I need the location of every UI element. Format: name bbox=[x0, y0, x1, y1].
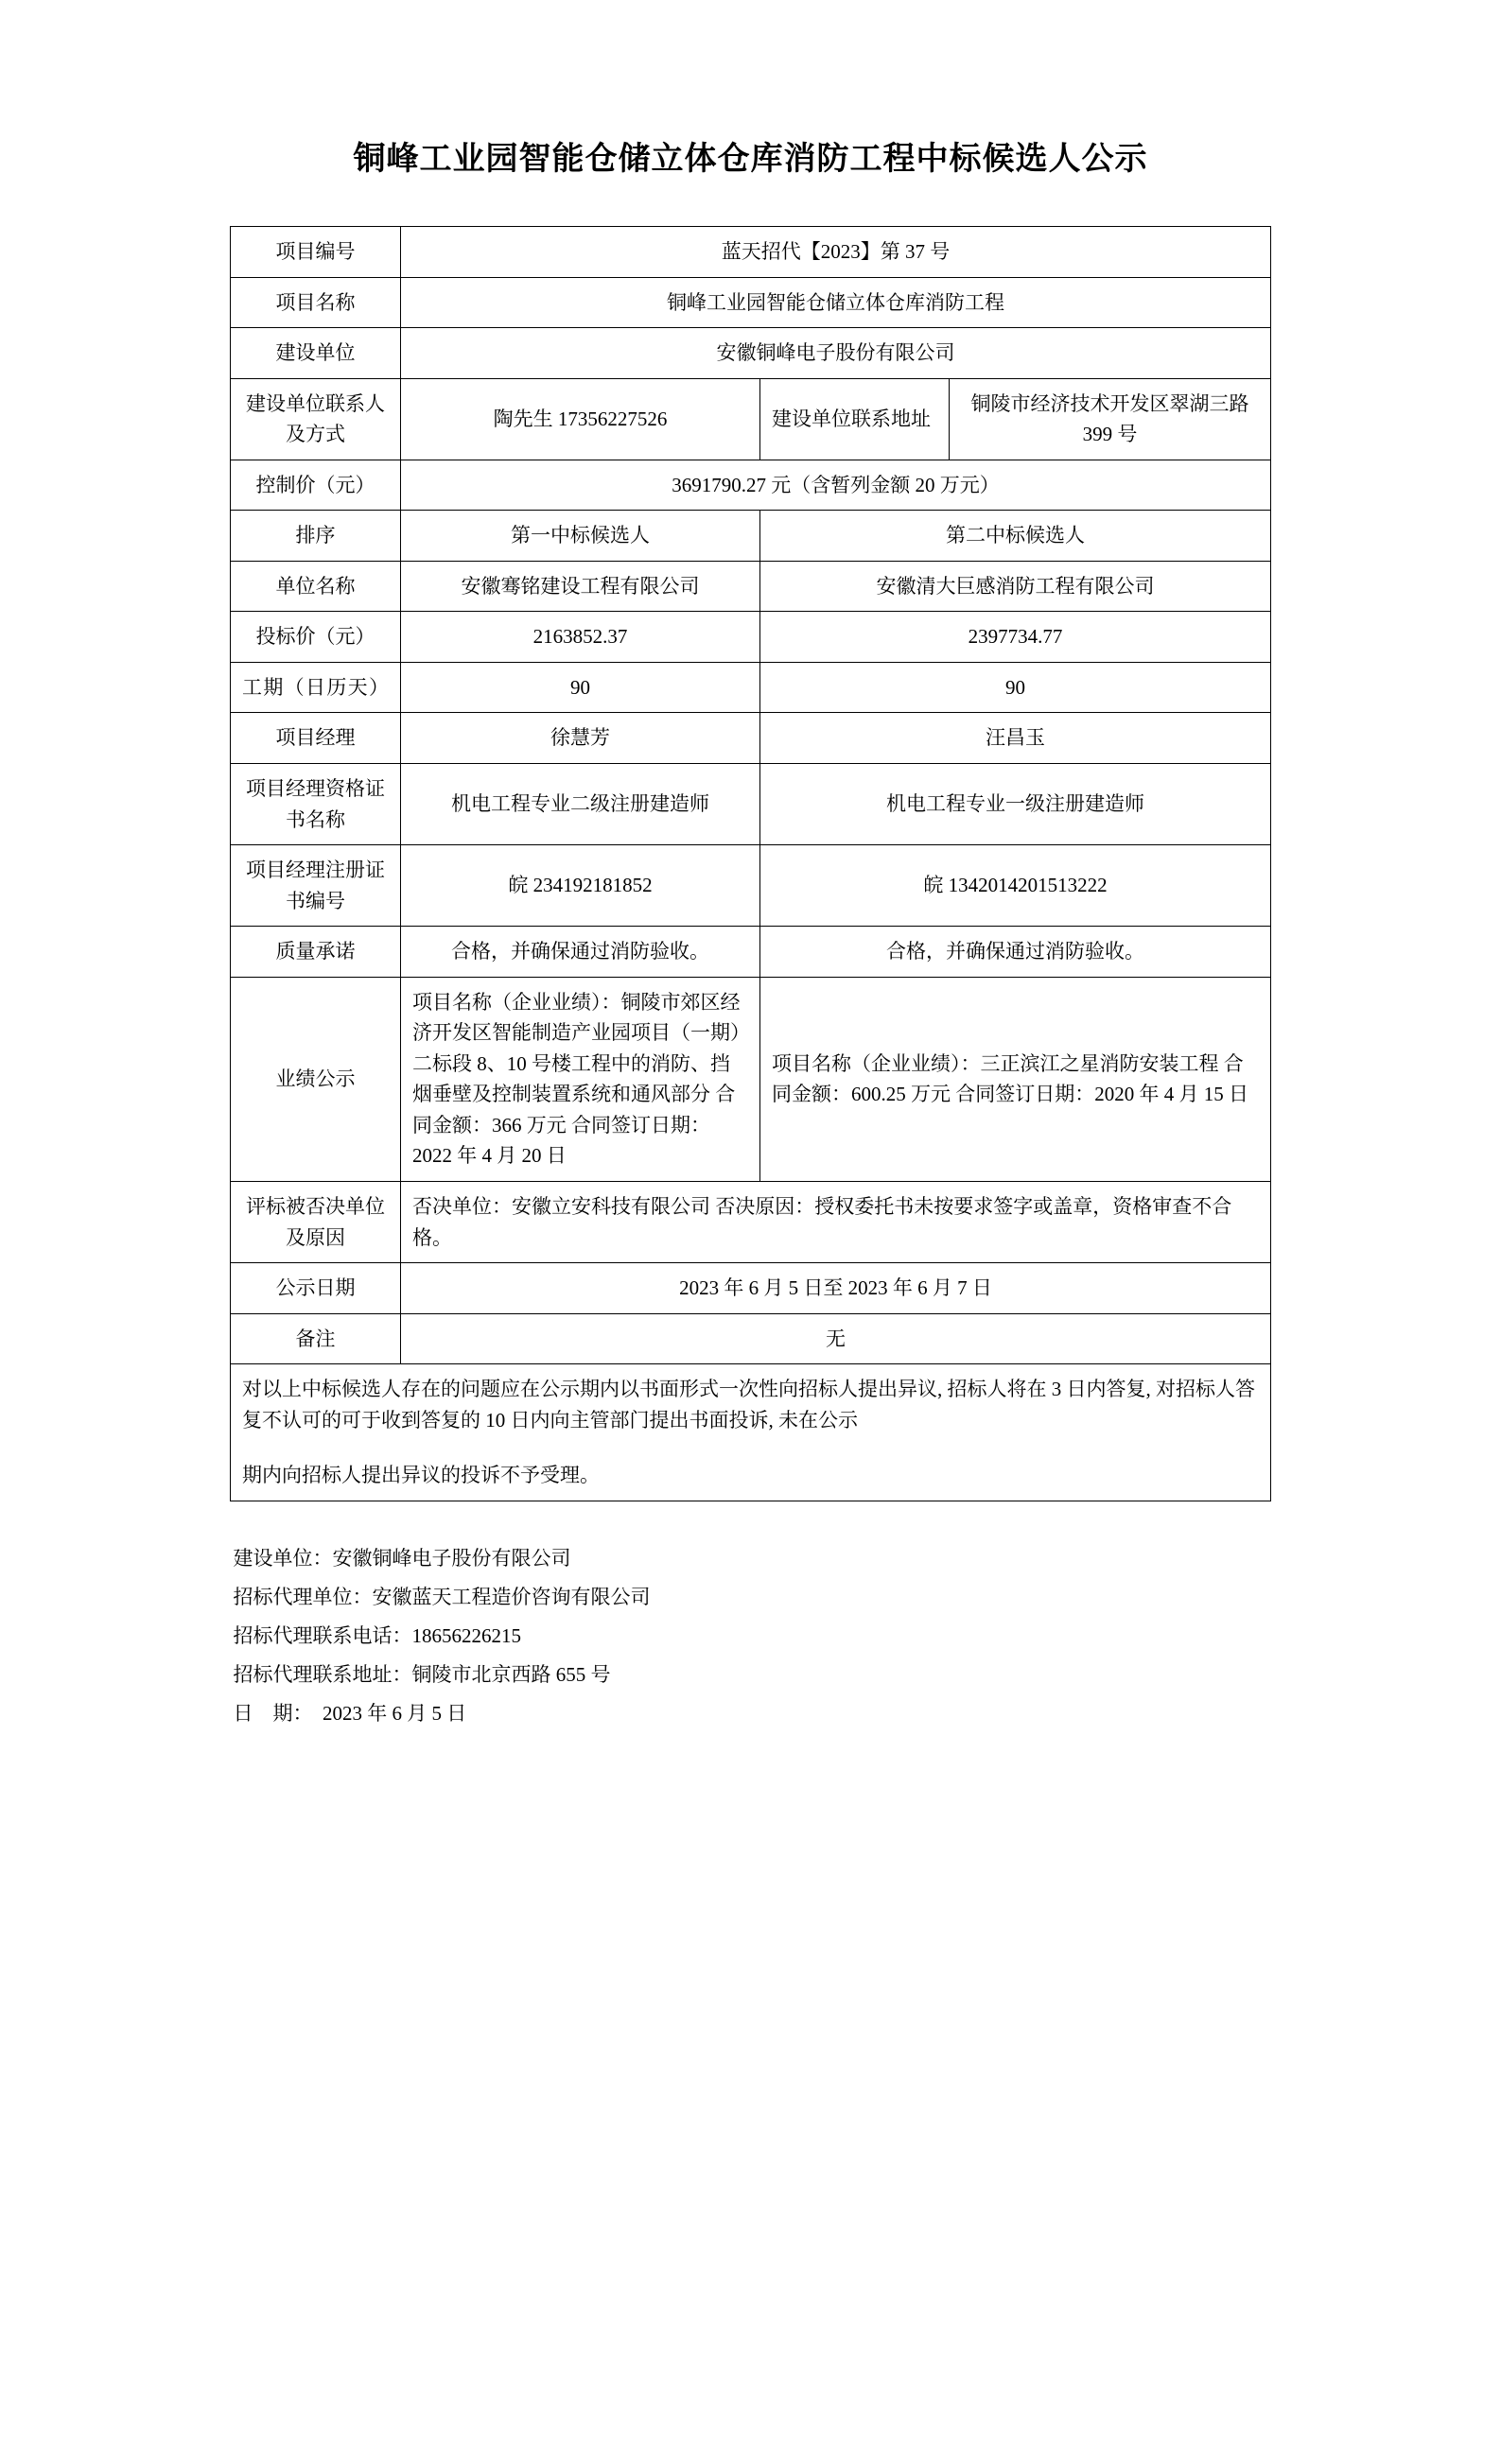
quality-first: 合格，并确保通过消防验收。 bbox=[400, 927, 759, 978]
table-row bbox=[230, 511, 1270, 562]
company-second: 安徽清大巨感消防工程有限公司 bbox=[759, 561, 1270, 612]
manager-label: 项目经理 bbox=[230, 713, 400, 764]
footer-construction-unit: 建设单位：安徽铜峰电子股份有限公司 bbox=[233, 1546, 571, 1570]
table-row bbox=[230, 927, 1270, 978]
cert-name-second: 机电工程专业一级注册建造师 bbox=[759, 764, 1270, 845]
table-row bbox=[230, 713, 1270, 764]
performance-second: 项目名称（企业业绩）：三正滨江之星消防安装工程 合同金额：600.25 万元 合同签订日期：2020 年 4 月 15 日 bbox=[759, 977, 1270, 1181]
table-row bbox=[230, 1313, 1270, 1364]
duration-first: 90 bbox=[400, 662, 759, 713]
bid-candidate-table bbox=[230, 226, 1271, 1501]
notes-line2: 期内向招标人提出异议的投诉不予受理。 bbox=[241, 1464, 600, 1487]
duration-label: 工期（日历天） bbox=[230, 662, 400, 713]
table-row bbox=[230, 1263, 1270, 1314]
footer-agency-address: 招标代理联系地址：铜陵市北京西路 655 号 bbox=[233, 1662, 611, 1686]
table-row bbox=[230, 662, 1270, 713]
control-price-label: 控制价（元） bbox=[230, 460, 400, 511]
duration-second: 90 bbox=[759, 662, 1270, 713]
construction-unit-label: 建设单位 bbox=[230, 328, 400, 379]
performance-label: 业绩公示 bbox=[230, 977, 400, 1181]
project-no-label: 项目编号 bbox=[230, 227, 400, 278]
rank-second: 第二中标候选人 bbox=[759, 511, 1270, 562]
page-title: 铜峰工业园智能仓储立体仓库消防工程中标候选人公示 bbox=[353, 141, 1148, 177]
table-row-notes bbox=[230, 1364, 1270, 1501]
bid-price-second: 2397734.77 bbox=[759, 612, 1270, 663]
rank-first: 第一中标候选人 bbox=[400, 511, 759, 562]
publicity-date-label: 公示日期 bbox=[230, 1263, 400, 1314]
table-row bbox=[230, 1182, 1270, 1263]
contact-value: 陶先生 17356227526 bbox=[400, 378, 759, 460]
quality-label: 质量承诺 bbox=[230, 927, 400, 978]
cert-name-first: 机电工程专业二级注册建造师 bbox=[400, 764, 759, 845]
document-page bbox=[0, 132, 1501, 2464]
manager-first: 徐慧芳 bbox=[400, 713, 759, 764]
footer-agency-phone: 招标代理联系电话：18656226215 bbox=[233, 1623, 521, 1647]
manager-second: 汪昌玉 bbox=[759, 713, 1270, 764]
publicity-date-value: 2023 年 6 月 5 日至 2023 年 6 月 7 日 bbox=[400, 1263, 1270, 1314]
rejected-value: 否决单位：安徽立安科技有限公司 否决原因：授权委托书未按要求签字或盖章，资格审查不合格。 bbox=[400, 1182, 1270, 1263]
project-name-label: 项目名称 bbox=[230, 277, 400, 328]
table-row bbox=[230, 227, 1270, 278]
table-row bbox=[230, 764, 1270, 845]
project-no-value: 蓝天招代【2023】第 37 号 bbox=[400, 227, 1270, 278]
cert-no-label: 项目经理注册证书编号 bbox=[230, 845, 400, 927]
remark-value: 无 bbox=[400, 1313, 1270, 1364]
contact-label: 建设单位联系人及方式 bbox=[230, 378, 400, 460]
remark-label: 备注 bbox=[230, 1313, 400, 1364]
footer-date: 日 期： 2023 年 6 月 5 日 bbox=[233, 1701, 467, 1725]
table-row bbox=[230, 277, 1270, 328]
rank-label: 排序 bbox=[230, 511, 400, 562]
rejected-label: 评标被否决单位及原因 bbox=[230, 1182, 400, 1263]
cert-name-label: 项目经理资格证书名称 bbox=[230, 764, 400, 845]
table-row bbox=[230, 328, 1270, 379]
footer-block bbox=[228, 1539, 1274, 1733]
project-name-value: 铜峰工业园智能仓储立体仓库消防工程 bbox=[400, 277, 1270, 328]
bid-price-first: 2163852.37 bbox=[400, 612, 759, 663]
table-row bbox=[230, 561, 1270, 612]
table-row bbox=[230, 845, 1270, 927]
table-row bbox=[230, 612, 1270, 663]
bid-price-label: 投标价（元） bbox=[230, 612, 400, 663]
table-row bbox=[230, 378, 1270, 460]
address-value: 铜陵市经济技术开发区翠湖三路 399 号 bbox=[949, 378, 1270, 460]
company-label: 单位名称 bbox=[230, 561, 400, 612]
cert-no-first: 皖 234192181852 bbox=[400, 845, 759, 927]
notes-cell bbox=[230, 1364, 1270, 1501]
quality-second: 合格，并确保通过消防验收。 bbox=[759, 927, 1270, 978]
performance-first: 项目名称（企业业绩）：铜陵市郊区经济开发区智能制造产业园项目（一期）二标段 8、10 号楼工程中的消防、挡烟垂壁及控制装置系统和通风部分 合同金额：366 万元 合同签订日期：2022 年 4 月 20 日 bbox=[400, 977, 759, 1181]
notes-line1: 对以上中标候选人存在的问题应在公示期内以书面形式一次性向招标人提出异议, 招标人将在 3 日内答复, 对招标人答复不认可的可于收到答复的 10 日内向主管部门提出书面投诉, 未在公示 bbox=[241, 1378, 1255, 1432]
address-label: 建设单位联系地址 bbox=[759, 378, 949, 460]
cert-no-second: 皖 1342014201513222 bbox=[759, 845, 1270, 927]
table-row bbox=[230, 977, 1270, 1181]
construction-unit-value: 安徽铜峰电子股份有限公司 bbox=[400, 328, 1270, 379]
control-price-value: 3691790.27 元（含暂列金额 20 万元） bbox=[400, 460, 1270, 511]
table-row bbox=[230, 460, 1270, 511]
company-first: 安徽骞铭建设工程有限公司 bbox=[400, 561, 759, 612]
footer-agency-unit: 招标代理单位：安徽蓝天工程造价咨询有限公司 bbox=[233, 1585, 651, 1608]
